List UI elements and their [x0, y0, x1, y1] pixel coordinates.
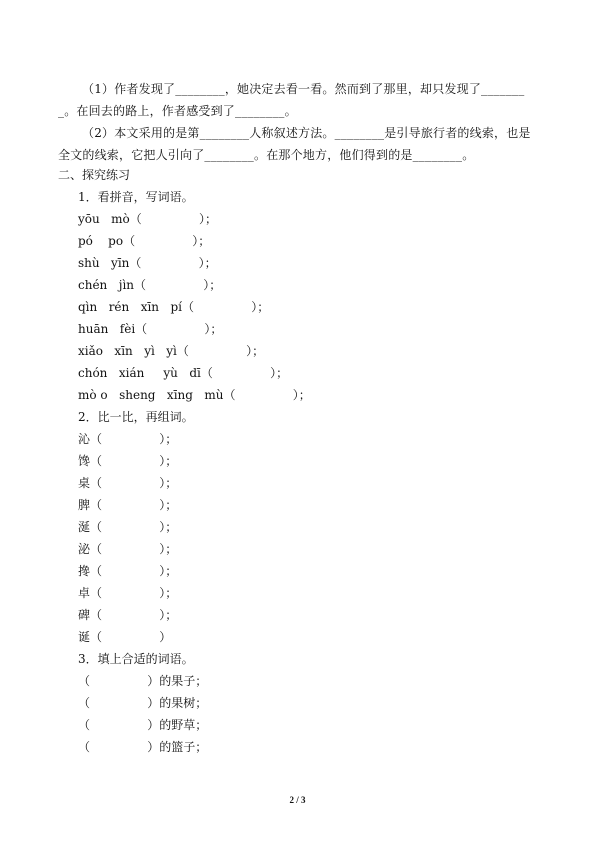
question-2-title: 2．比一比，再组词。 — [78, 410, 194, 424]
character-item: 沁（ ）； — [78, 432, 178, 446]
pinyin-item: mò o sheng xīng mù（ ）； — [78, 388, 311, 402]
question-3-title: 3．填上合适的词语。 — [78, 652, 194, 666]
pinyin-item: chón xián yù dī（ ）； — [78, 366, 289, 380]
character-item: 诞（ ） — [78, 630, 172, 644]
character-item: 搀（ ）； — [78, 564, 178, 578]
fill-in-item: （ ）的果树； — [78, 696, 208, 710]
section-heading: 二、探究练习 — [58, 168, 131, 182]
paragraph-question-1 — [58, 78, 542, 122]
page-number: 2 / 3 — [289, 795, 306, 805]
pinyin-item: pó po（ ）； — [78, 234, 211, 248]
character-item: 涎（ ）； — [78, 520, 178, 534]
character-list — [78, 428, 177, 648]
pinyin-list — [78, 208, 311, 406]
character-item: 脾（ ）； — [78, 498, 178, 512]
fill-in-item: （ ）的果子； — [78, 674, 208, 688]
paragraph-text: （2）本文采用的是第________人称叙述方法。________是引导旅行者的线索，也是全文的线索，它把人引向了________。在那个地方，他们得到的是________。 — [58, 126, 531, 162]
character-item: 桌（ ）； — [78, 476, 178, 490]
pinyin-item: huān fèi（ ）； — [78, 322, 223, 336]
pinyin-item: yōu mò（ ）； — [78, 212, 217, 226]
paragraph-text: （1）作者发现了________，她决定去看一看。然而到了那里，却只发现了________。在回去的路上，作者感受到了________。 — [58, 82, 525, 118]
question-1-title: 1．看拼音，写词语。 — [78, 190, 194, 204]
character-item: 泌（ ）； — [78, 542, 178, 556]
paragraph-question-2 — [58, 122, 542, 166]
pinyin-item: shù yīn（ ）； — [78, 256, 217, 270]
character-item: 碑（ ）； — [78, 608, 178, 622]
pinyin-item: qìn rén xīn pí（ ）； — [78, 300, 270, 314]
fill-in-list — [78, 670, 207, 758]
fill-in-item: （ ）的野草； — [78, 718, 208, 732]
character-item: 馋（ ）； — [78, 454, 178, 468]
character-item: 卓（ ）； — [78, 586, 178, 600]
pinyin-item: chén jìn（ ）； — [78, 278, 222, 292]
fill-in-item: （ ）的篮子； — [78, 740, 208, 754]
pinyin-item: xiǎo xīn yì yì（ ）； — [78, 344, 265, 358]
